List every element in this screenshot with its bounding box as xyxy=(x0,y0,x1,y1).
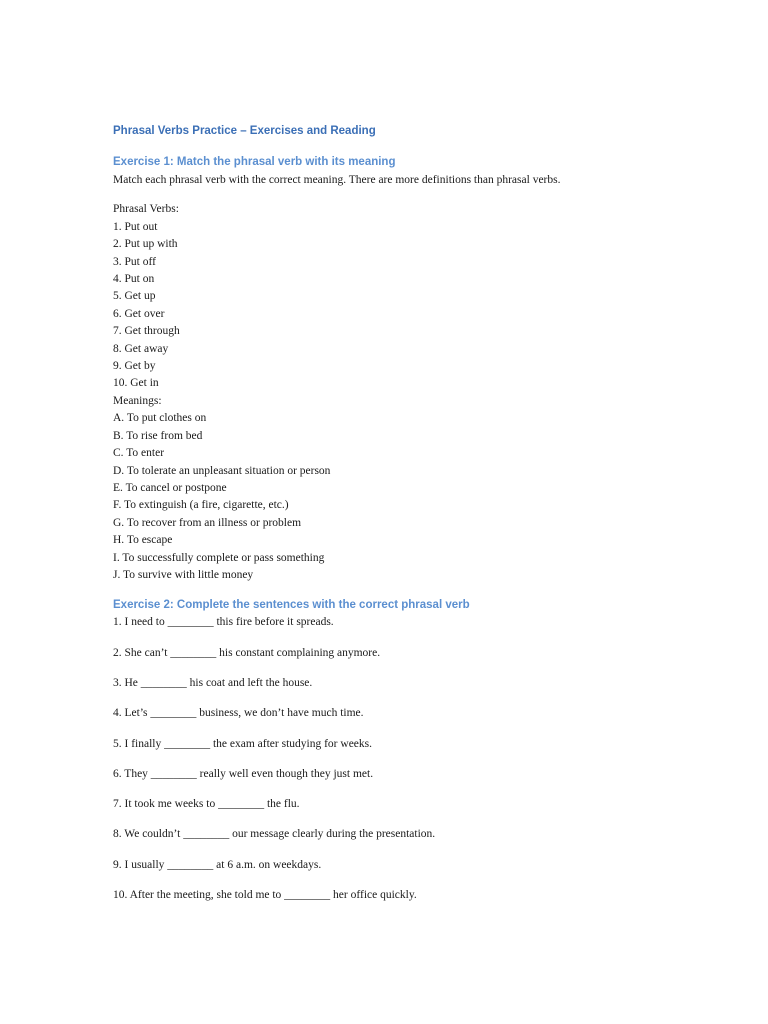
sentence-item: 1. I need to ________ this fire before it spreads. xyxy=(113,616,334,629)
sentence-item: 9. I usually ________ at 6 a.m. on weekdays. xyxy=(113,858,322,871)
phrasal-verb-item: 10. Get in xyxy=(113,377,159,390)
sentence-item: 3. He ________ his coat and left the house. xyxy=(113,676,313,689)
meaning-item: F. To extinguish (a fire, cigarette, etc.) xyxy=(113,499,289,512)
phrasal-verb-item: 4. Put on xyxy=(113,273,155,286)
sentence-item: 5. I finally ________ the exam after studying for weeks. xyxy=(113,737,373,750)
sentence-item: 6. They ________ really well even though they just met. xyxy=(113,767,374,780)
phrasal-verb-item: 8. Get away xyxy=(113,342,169,355)
sentence-item: 7. It took me weeks to ________ the flu. xyxy=(113,798,300,811)
sentence-item: 10. After the meeting, she told me to ________ her office quickly. xyxy=(113,889,417,902)
sentence-item: 2. She can’t ________ his constant complaining anymore. xyxy=(113,646,381,659)
exercise-1-instructions: Match each phrasal verb with the correct meaning. There are more definitions than phrasal verbs. xyxy=(113,174,561,186)
document-title: Phrasal Verbs Practice – Exercises and Reading xyxy=(113,125,376,137)
meanings-label: Meanings: xyxy=(113,394,162,407)
phrasal-verb-item: 1. Put out xyxy=(113,220,158,233)
sentence-item: 4. Let’s ________ business, we don’t have much time. xyxy=(113,707,364,720)
meaning-item: I. To successfully complete or pass something xyxy=(113,551,325,564)
phrasal-verb-item: 9. Get by xyxy=(113,360,156,373)
meaning-item: H. To escape xyxy=(113,534,173,547)
meaning-item: G. To recover from an illness or problem xyxy=(113,516,302,529)
meaning-item: D. To tolerate an unpleasant situation or person xyxy=(113,464,331,477)
phrasal-verb-item: 6. Get over xyxy=(113,307,165,320)
phrasal-verbs-label: Phrasal Verbs: xyxy=(113,203,179,216)
meaning-item: B. To rise from bed xyxy=(113,429,203,442)
meaning-item: J. To survive with little money xyxy=(113,568,254,581)
sentence-item: 8. We couldn’t ________ our message clearly during the presentation. xyxy=(113,828,436,841)
meanings-list xyxy=(113,410,673,584)
exercise-2-heading: Exercise 2: Complete the sentences with the correct phrasal verb xyxy=(113,599,470,612)
phrasal-verb-item: 2. Put up with xyxy=(113,238,178,251)
sentences-list xyxy=(113,614,673,904)
phrasal-verbs-list xyxy=(113,219,673,393)
meaning-item: C. To enter xyxy=(113,447,165,460)
phrasal-verb-item: 3. Put off xyxy=(113,255,156,268)
phrasal-verb-item: 7. Get through xyxy=(113,325,180,338)
exercise-1-heading: Exercise 1: Match the phrasal verb with its meaning xyxy=(113,156,396,168)
document-body xyxy=(113,123,673,917)
meaning-item: E. To cancel or postpone xyxy=(113,481,227,494)
meaning-item: A. To put clothes on xyxy=(113,412,207,425)
phrasal-verb-item: 5. Get up xyxy=(113,290,156,303)
